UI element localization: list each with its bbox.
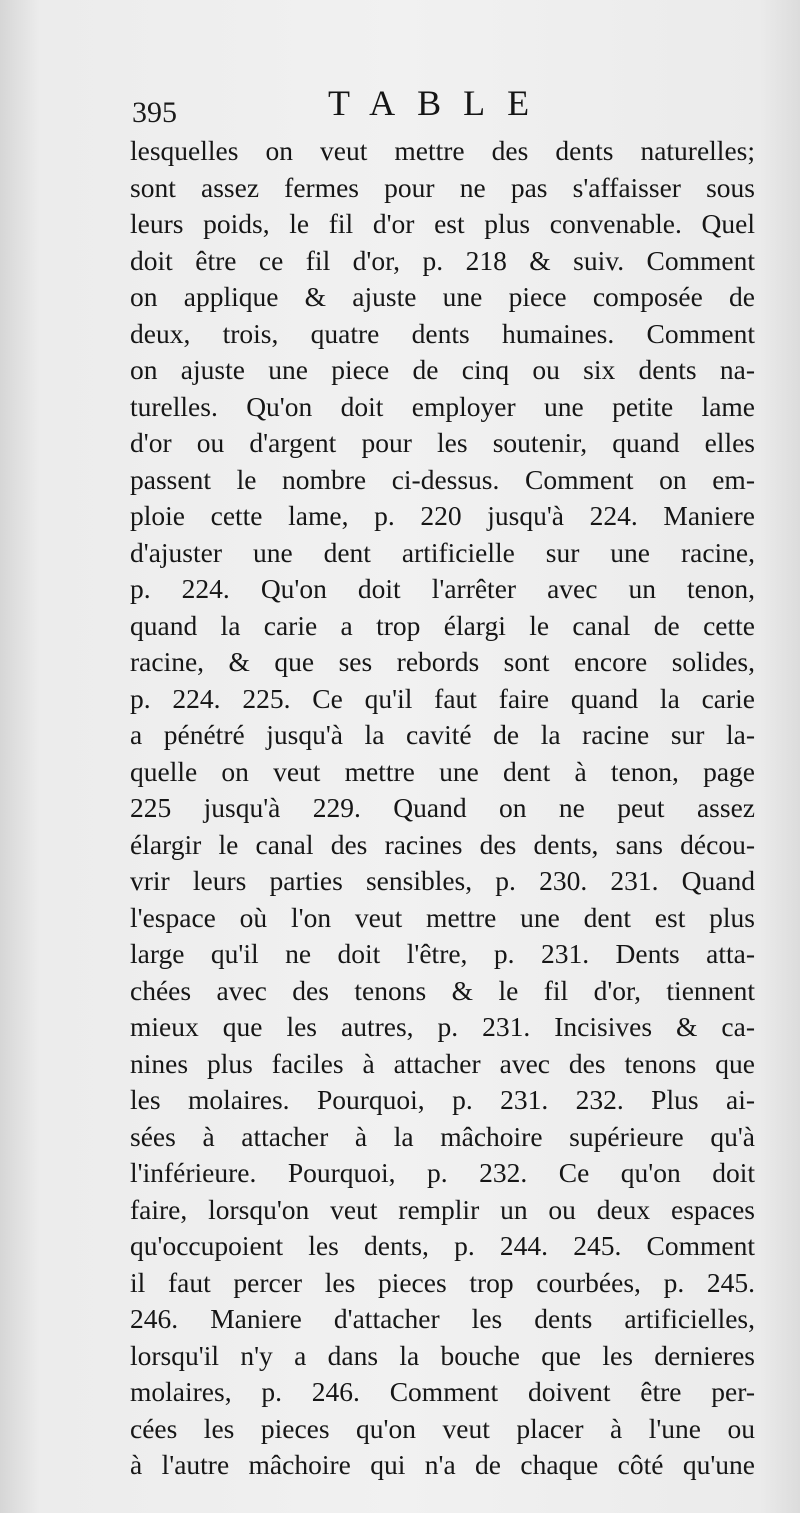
body-text [130, 133, 755, 1484]
text-line: lorsqu'il n'y a dans la bouche que les dernieres [130, 1339, 755, 1371]
text-line: à l'autre mâchoire qui n'a de chaque côté qu'une [130, 1449, 755, 1480]
text-line: l'espace où l'on veut mettre une dent est plus [130, 901, 755, 933]
text-line: chées avec des tenons & le fil d'or, tiennent [130, 974, 755, 1006]
text-line: il faut percer les pieces trop courbées, p. 245. [130, 1266, 755, 1298]
text-line: turelles. Qu'on doit employer une petite lame [130, 390, 755, 422]
text-line: a pénétré jusqu'à la cavité de la racine sur la- [130, 719, 755, 750]
text-line: p. 224. 225. Ce qu'il faut faire quand la carie [130, 682, 755, 714]
running-title: TABLE [328, 83, 552, 123]
text-line: les molaires. Pourquoi, p. 231. 232. Plus ai- [130, 1084, 755, 1115]
text-line: élargir le canal des racines des dents, sans décou- [130, 828, 755, 860]
text-line: on applique & ajuste une piece composée de [130, 281, 755, 312]
text-line: d'or ou d'argent pour les soutenir, quand elles [130, 427, 755, 458]
text-line: nines plus faciles à attacher avec des tenons que [130, 1047, 755, 1079]
text-line: cées les pieces qu'on veut placer à l'une ou [130, 1412, 755, 1444]
text-line: 225 jusqu'à 229. Quand on ne peut assez [130, 792, 755, 823]
text-line: deux, trois, quatre dents humaines. Comment [130, 317, 755, 349]
text-line: ploie cette lame, p. 220 jusqu'à 224. Maniere [130, 500, 755, 531]
page-header [132, 82, 752, 132]
text-line: p. 224. Qu'on doit l'arrêter avec un tenon, [130, 573, 755, 604]
text-line: d'ajuster une dent artificielle sur une racine, [130, 536, 755, 568]
text-line: l'inférieure. Pourquoi, p. 232. Ce qu'on doit [130, 1157, 755, 1188]
text-line: mieux que les autres, p. 231. Incisives & ca- [130, 1011, 755, 1042]
page-number: 395 [132, 96, 177, 129]
text-line: large qu'il ne doit l'être, p. 231. Dents atta- [130, 938, 755, 969]
text-line: passent le nombre ci-dessus. Comment on em- [130, 463, 755, 495]
text-line: quand la carie a trop élargi le canal de cette [130, 609, 755, 641]
text-line: lesquelles on veut mettre des dents naturelles; [130, 135, 755, 166]
text-line: quelle on veut mettre une dent à tenon, page [130, 755, 755, 787]
text-line: sont assez fermes pour ne pas s'affaisser sous [130, 171, 755, 203]
text-line: molaires, p. 246. Comment doivent être per- [130, 1376, 755, 1407]
text-line: doit être ce fil d'or, p. 218 & suiv. Comment [130, 244, 755, 276]
text-line: 246. Maniere d'attacher les dents artificielles, [130, 1303, 755, 1334]
text-line: faire, lorsqu'on veut remplir un ou deux espaces [130, 1193, 755, 1225]
text-line: leurs poids, le fil d'or est plus convenable. Quel [130, 208, 755, 239]
text-line: on ajuste une piece de cinq ou six dents na- [130, 354, 755, 385]
text-line: racine, & que ses rebords sont encore solides, [130, 646, 755, 677]
text-line: sées à attacher à la mâchoire supérieure qu'à [130, 1120, 755, 1152]
text-line: vrir leurs parties sensibles, p. 230. 231. Quand [130, 865, 755, 896]
text-line: qu'occupoient les dents, p. 244. 245. Comment [130, 1230, 755, 1261]
